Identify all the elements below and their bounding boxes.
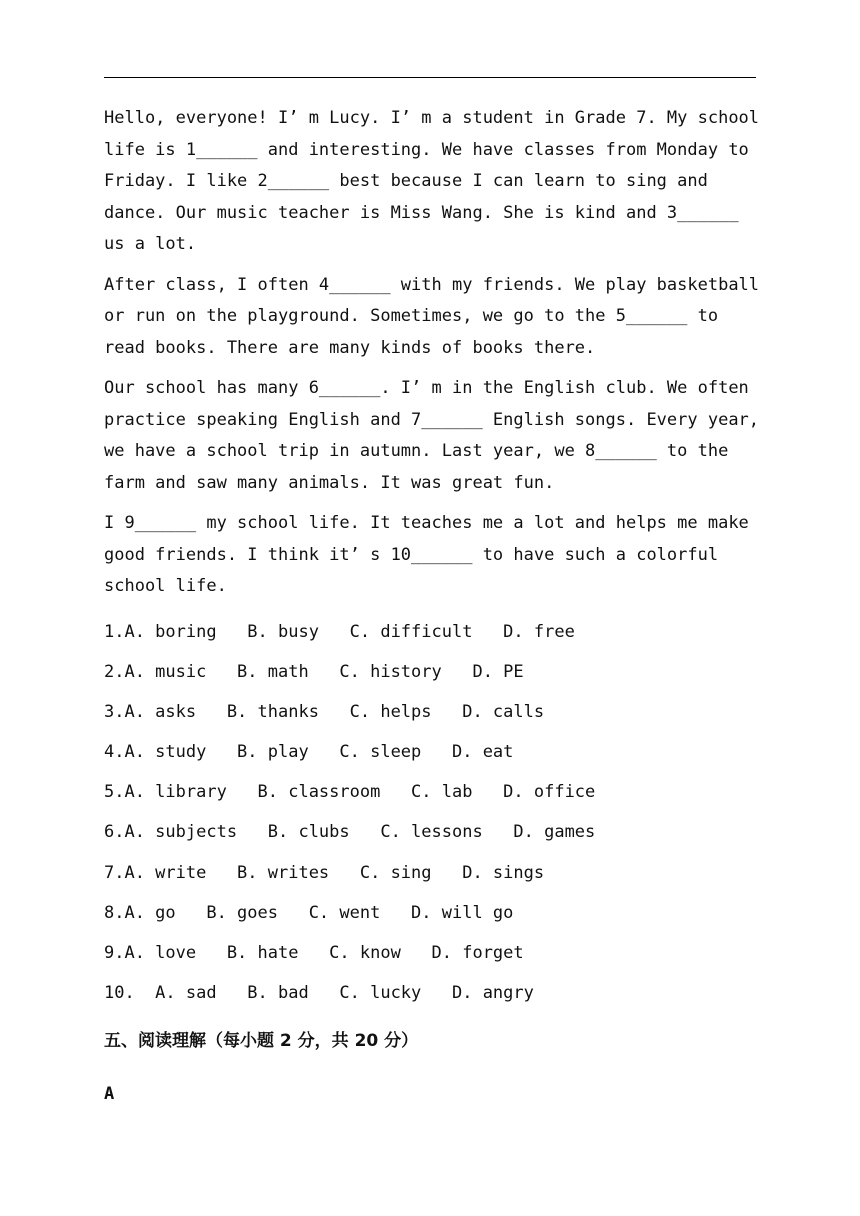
cloze-section: [104, 103, 764, 1013]
question-8-options: 8.A. go B. goes C. went D. will go: [104, 902, 514, 923]
question-9-options: 9.A. love B. hate C. know D. forget: [104, 943, 524, 963]
question-4-options: 4.A. study B. play C. sleep D. eat: [104, 742, 514, 763]
passage-paragraph-1: Hello, everyone! I’ m Lucy. I’ m a student in Grade 7. My school life is 1______ and interesting. We have classes from Monday to Friday. I like 2______ best because I can learn to sing and dance. Our music teacher is Miss Wang. She is kind and 3______ us a lot.: [104, 108, 760, 254]
answer-options-list: [104, 612, 764, 1014]
reading-section-heading: 五、阅读理解（每小题 2 分，共 20 分）: [104, 1031, 419, 1051]
passage-paragraph-2: After class, I often 4______ with my friends. We play basketball or run on the playground. Sometimes, we go to the 5______ to read books. There are many kinds of books there.: [104, 274, 760, 358]
header-rule: [104, 77, 756, 78]
reading-passage-label: A: [104, 1084, 115, 1104]
question-1-options: 1.A. boring B. busy C. difficult D. free: [104, 621, 575, 642]
question-7-options: 7.A. write B. writes C. sing D. sings: [104, 862, 545, 883]
question-3-options: 3.A. asks B. thanks C. helps D. calls: [104, 701, 545, 722]
passage-paragraph-4: I 9______ my school life. It teaches me a lot and helps me make good friends. I think it’ s 10______ to have such a colorful school life.: [104, 513, 749, 596]
question-5-options: 5.A. library B. classroom C. lab D. office: [104, 782, 596, 803]
question-2-options: 2.A. music B. math C. history D. PE: [104, 661, 524, 682]
question-10-options: 10. A. sad B. bad C. lucky D. angry: [104, 983, 534, 1004]
question-6-options: 6.A. subjects B. clubs C. lessons D. games: [104, 822, 596, 843]
passage-paragraph-3: Our school has many 6______. I’ m in the English club. We often practice speaking English and 7______ English songs. Every year, we have a school trip in autumn. Last year, we 8______ to the farm and saw many animals. It was great fun.: [104, 378, 760, 493]
